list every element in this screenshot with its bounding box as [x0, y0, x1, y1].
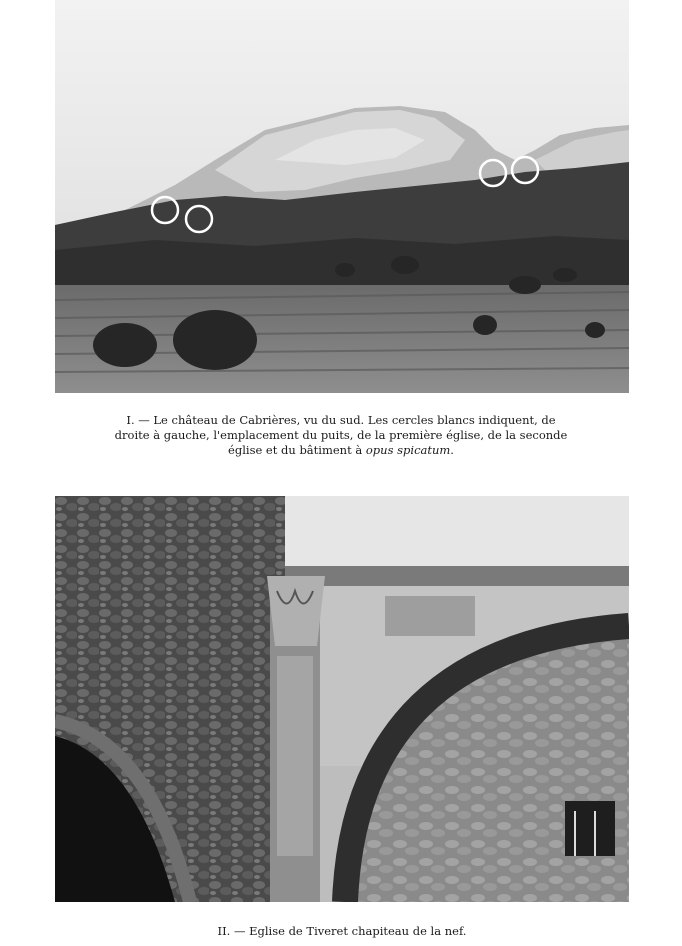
caption-plate-2: [55, 924, 629, 939]
photo-chateau-cabrieres: [55, 0, 629, 393]
caption-line: droite à gauche, l'emplacement du puits, de la première église, de la seconde: [114, 428, 568, 442]
caption-text: église et du bâtiment à: [228, 443, 363, 457]
landscape-photo-graphic: [55, 0, 629, 393]
caption-line: [82, 443, 600, 458]
caption-italic-term: opus spicatum: [365, 443, 451, 457]
photo-eglise-tiveret: [55, 496, 629, 902]
caption-plate-1: [82, 413, 600, 458]
caption-period: .: [450, 443, 454, 457]
church-photo-graphic: [55, 496, 629, 902]
caption-line: I. — Le château de Cabrières, vu du sud. Les cercles blancs indiquent, de: [126, 413, 556, 427]
caption-line: II. — Eglise de Tiveret chapiteau de la nef.: [217, 924, 467, 938]
